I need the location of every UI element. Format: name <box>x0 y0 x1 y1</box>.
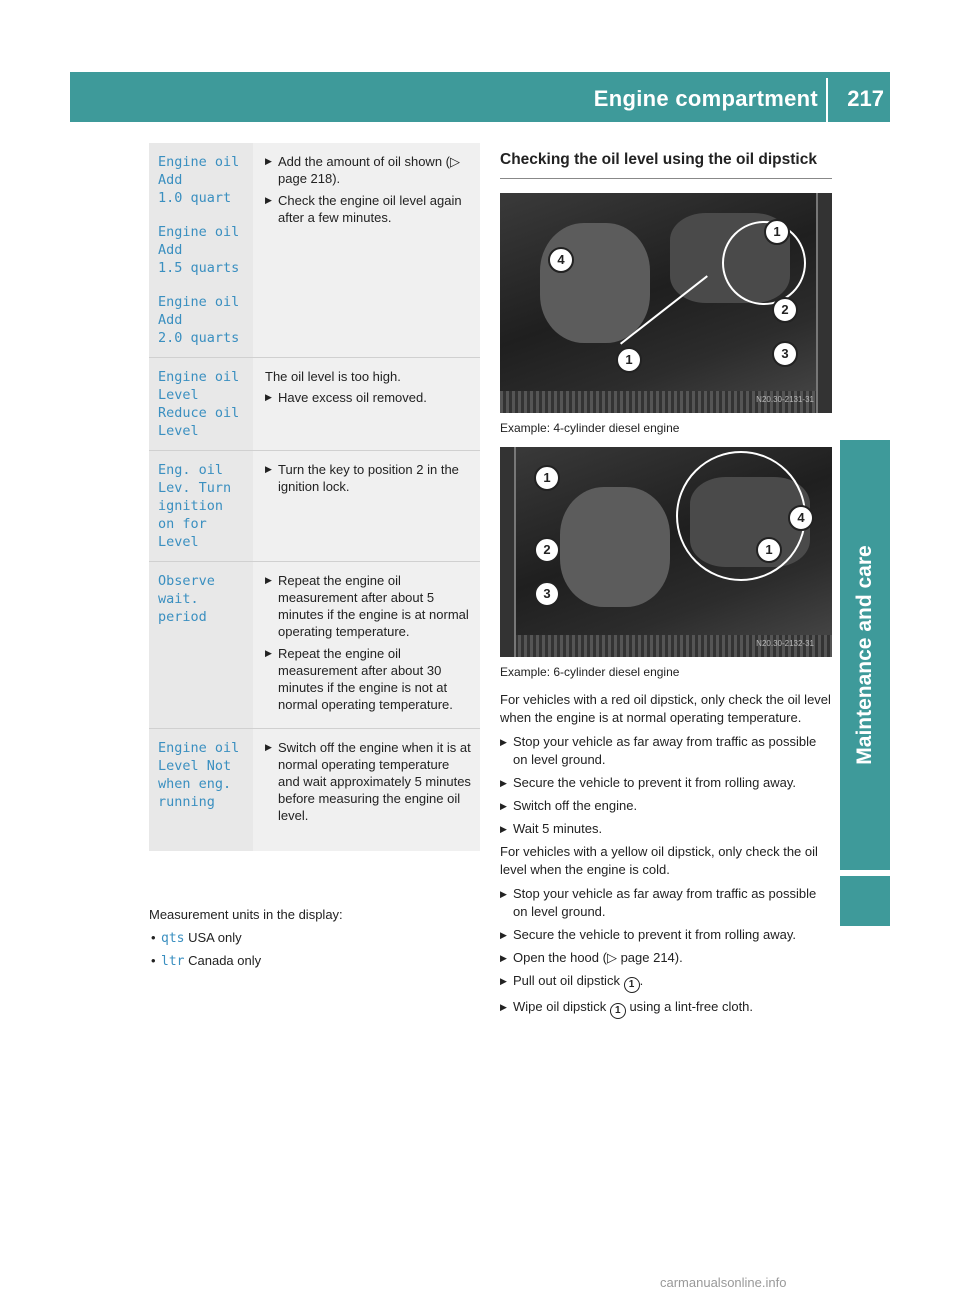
header-bar <box>70 72 890 122</box>
action-cell <box>253 143 480 357</box>
display-message: Engine oil Level Reduce oil Level <box>158 369 240 439</box>
callout-1: 1 <box>534 465 560 491</box>
callout-3: 3 <box>772 341 798 367</box>
image-code: N20.30-2131-31 <box>756 395 814 404</box>
hood-strip <box>816 193 832 413</box>
action-text: The oil level is too high. <box>265 369 401 384</box>
unit-code: qts <box>161 931 185 946</box>
display-message-table <box>149 143 480 851</box>
right-column <box>500 150 832 1024</box>
step-text: using a lint-free cloth. <box>629 999 754 1014</box>
engine-photo-6-cylinder <box>500 447 832 657</box>
instruction-step: ▶ Secure the vehicle to prevent it from rolling away. <box>500 926 832 944</box>
display-message: Engine oil Add 1.5 quarts <box>158 224 240 276</box>
watermark: carmanualsonline.info <box>660 1275 787 1290</box>
side-chapter-label: Maintenance and care <box>853 545 876 765</box>
section-title: Engine compartment <box>593 86 818 111</box>
callout-3: 3 <box>534 581 560 607</box>
instruction-step: ▶ Check the engine oil level again after a few minutes. <box>265 192 474 226</box>
display-message: Eng. oil Lev. Turn ignition on for Level <box>158 462 232 550</box>
callout-2: 2 <box>534 537 560 563</box>
image-code: N20.30-2132-31 <box>756 639 814 648</box>
callout-4: 4 <box>788 505 814 531</box>
paragraph: For vehicles with a red oil dipstick, only check the oil level when the engine is at normal operating temperature. <box>500 692 831 725</box>
instruction-step: ▶ Switch off the engine. <box>500 797 832 815</box>
table-row <box>149 358 480 451</box>
table-row <box>149 562 480 729</box>
unit-label: USA only <box>188 930 242 945</box>
instruction-step: ▶ Repeat the engine oil measurement after about 5 minutes if the engine is at normal operating temperature. <box>265 572 474 640</box>
list-item <box>149 951 479 971</box>
display-message: Observe wait. period <box>158 573 215 625</box>
callout-ref-1: 1 <box>624 977 640 993</box>
display-message: Engine oil Level Not when eng. running <box>158 740 240 810</box>
message-cell <box>149 729 253 851</box>
message-cell <box>149 143 253 357</box>
instruction-step: ▶ Open the hood (▷ page 214). <box>500 949 832 967</box>
instruction-step: ▶ Stop your vehicle as far away from traffic as possible on level ground. <box>500 885 832 921</box>
message-cell <box>149 562 253 728</box>
message-cell <box>149 451 253 561</box>
photo-caption: Example: 6-cylinder diesel engine <box>500 665 680 679</box>
callout-2: 2 <box>772 297 798 323</box>
photo-caption: Example: 4-cylinder diesel engine <box>500 421 680 435</box>
callout-1: 1 <box>616 347 642 373</box>
unit-code: ltr <box>161 954 185 969</box>
hood-strip <box>500 447 516 657</box>
table-row <box>149 451 480 562</box>
page-number: 217 <box>847 86 884 111</box>
step-text: Wipe oil dipstick <box>513 999 607 1014</box>
table-row <box>149 729 480 851</box>
display-message: Engine oil Add 1.0 quart <box>158 154 240 206</box>
action-cell <box>253 562 480 728</box>
engine-component <box>540 223 650 343</box>
instruction-step: ▶ Turn the key to position 2 in the ignition lock. <box>265 461 474 495</box>
instruction-step <box>500 998 832 1019</box>
action-cell <box>253 729 480 851</box>
message-cell <box>149 358 253 450</box>
header-divider <box>826 78 828 122</box>
paragraph: For vehicles with a yellow oil dipstick, only check the oil level when the engine is cold. <box>500 844 818 877</box>
side-chapter-tab <box>840 440 890 870</box>
list-item <box>149 928 479 948</box>
action-cell <box>253 451 480 561</box>
table-row <box>149 143 480 358</box>
display-message: Engine oil Add 2.0 quarts <box>158 294 240 346</box>
action-cell <box>253 358 480 450</box>
engine-photo-4-cylinder <box>500 193 832 413</box>
units-intro: Measurement units in the display: <box>149 907 343 922</box>
engine-component <box>560 487 670 607</box>
subsection-title: Checking the oil level using the oil dipstick <box>500 150 832 179</box>
measurement-units <box>149 905 479 974</box>
unit-label: Canada only <box>188 953 262 968</box>
instruction-step: ▶ Stop your vehicle as far away from traffic as possible on level ground. <box>500 733 832 769</box>
magnifier-circle <box>676 451 806 581</box>
callout-ref-1: 1 <box>610 1003 626 1019</box>
instruction-step: ▶ Wait 5 minutes. <box>500 820 832 838</box>
instruction-step: ▶ Have excess oil removed. <box>265 389 474 406</box>
instruction-step: ▶ Repeat the engine oil measurement after about 30 minutes if the engine is not at normal operating temperature. <box>265 645 474 713</box>
instruction-step: ▶ Secure the vehicle to prevent it from rolling away. <box>500 774 832 792</box>
step-text: Pull out oil dipstick <box>513 973 620 988</box>
callout-1: 1 <box>764 219 790 245</box>
instruction-step: ▶ Pull out oil dipstick 1 . <box>500 972 832 993</box>
side-tab-marker <box>840 876 890 926</box>
instruction-step: ▶ Switch off the engine when it is at normal operating temperature and wait approximately 5 minutes before measuring the engine oil level. <box>265 739 474 824</box>
instruction-step: ▶ Add the amount of oil shown (▷ page 218). <box>265 153 474 187</box>
callout-1: 1 <box>756 537 782 563</box>
callout-4: 4 <box>548 247 574 273</box>
